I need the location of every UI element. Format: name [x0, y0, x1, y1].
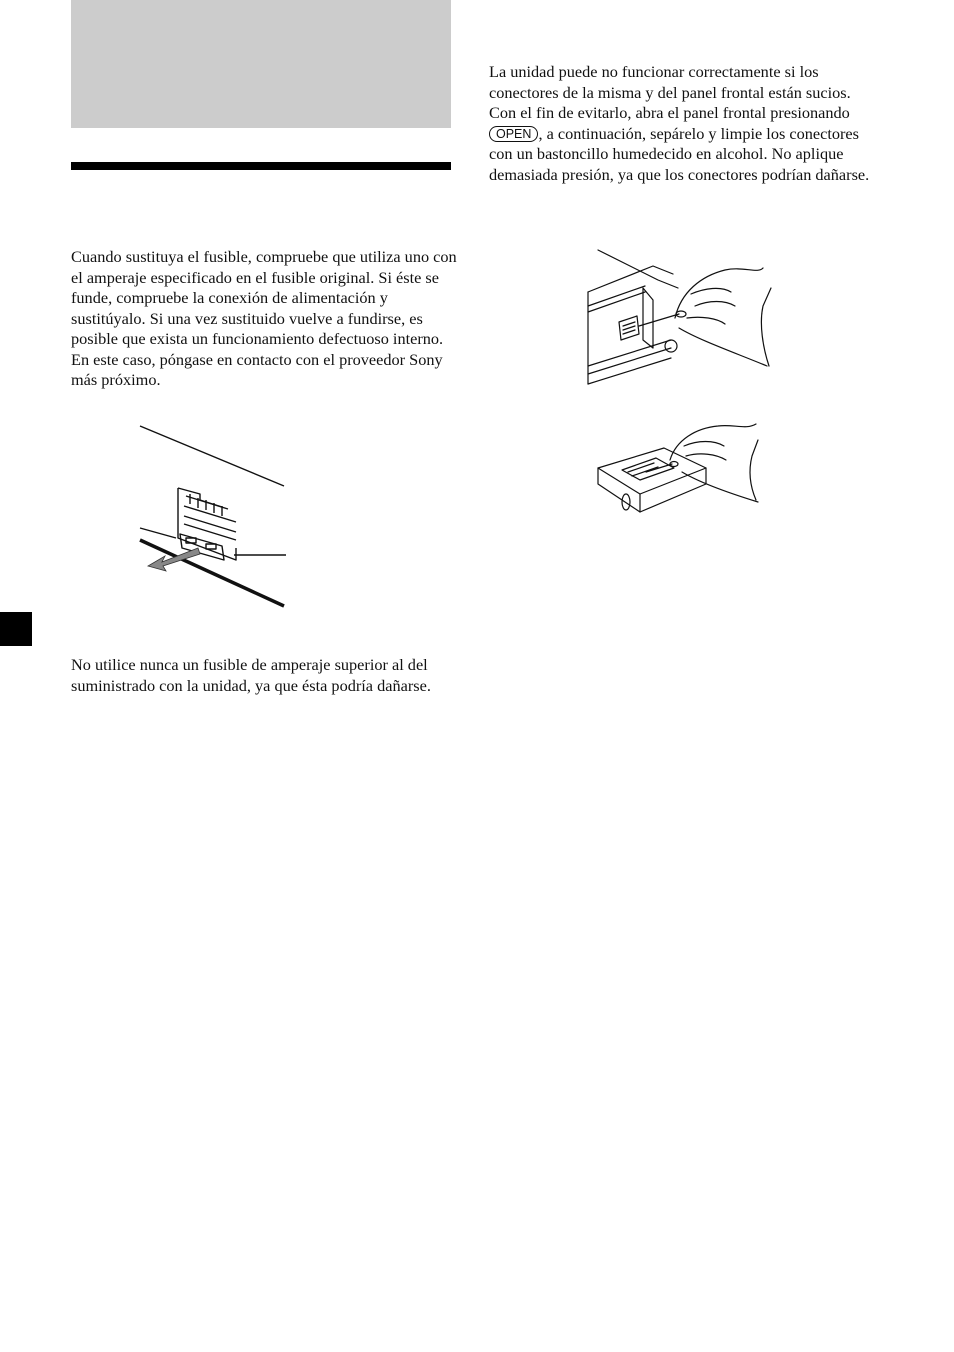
fuse-replacement-illustration: [136, 420, 296, 615]
unit-connector-pins: [623, 322, 635, 334]
unit-bracket: [643, 288, 653, 348]
fuse-socket-top: [178, 488, 222, 507]
fuse-warning-paragraph: No utilice nunca un fusible de amperaje superior al del suministrado con la unidad, ya que ésta podría dañarse.: [71, 655, 431, 695]
unit-slot-lines: [588, 286, 645, 312]
page-edge-tab: [0, 612, 32, 646]
cleaning-text-part-1: La unidad puede no funcionar correctamente si los conectores de la misma y del panel frontal están sucios. Con el fin de evitarlo, abra el panel frontal presionando: [489, 62, 851, 122]
connector-cleaning-paragraph: [489, 62, 879, 185]
fuse-terminal-right: [206, 544, 216, 549]
cotton-swab-stick-2: [646, 464, 672, 472]
unit-mount-hole: [665, 340, 677, 352]
header-gray-block: [71, 0, 451, 128]
unit-top-edge-line: [140, 426, 284, 486]
fuse-instructions-paragraph: Cuando sustituya el fusible, compruebe que utiliza uno con el amperaje especificado en el fusible original. Si éste se funde, compruebe la conexión de alimentación y sustitúyalo. Si una vez sustituido vuelve a fundirse, es posible que exista un funcionamiento defectuoso interno. En este caso, póngase en contacto con el proveedor Sony más próximo.: [71, 247, 457, 389]
front-panel-connector-area: [622, 458, 674, 480]
cleaning-text-part-2: , a continuación, sepárelo y limpie los conectores con un bastoncillo humedecido en alcohol. No aplique demasiada presión, ya que los conectores podrían dañarse.: [489, 123, 870, 184]
pull-out-arrow: [148, 548, 200, 571]
unit-top-front-edge: [588, 266, 673, 292]
unit-connector-cleaning-illustration: [583, 248, 778, 393]
unit-base-lines: [588, 340, 671, 384]
open-key-label: OPEN: [489, 126, 538, 142]
unit-edge-bold-line: [140, 540, 284, 606]
unit-lower-edge-line: [140, 528, 176, 538]
section-heading-rule: [71, 162, 451, 170]
front-panel-cleaning-illustration: [594, 420, 764, 520]
hand-outline: [675, 268, 771, 366]
hand-outline-2: [670, 424, 758, 502]
cotton-swab-stick: [639, 314, 679, 326]
unit-top-rear-edge: [598, 250, 678, 288]
